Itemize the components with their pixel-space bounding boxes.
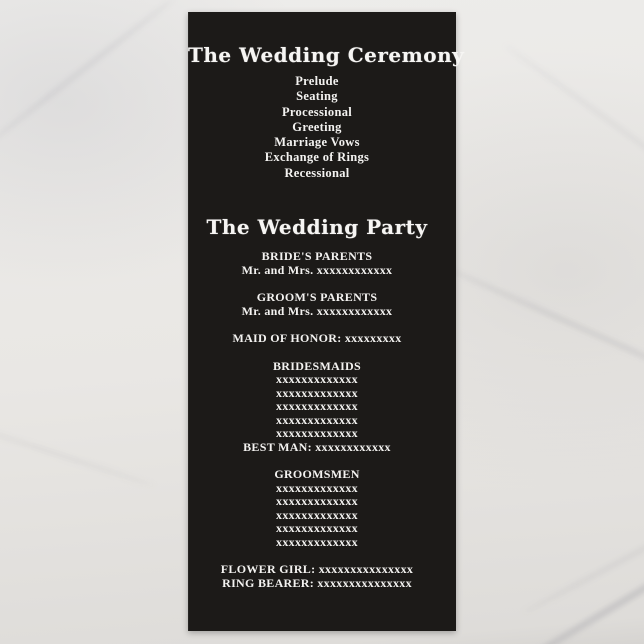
party-list-line: xxxxxxxxxxxxx [276,412,358,427]
ceremony-list-item: Processional [281,104,353,119]
marble-vein [0,420,155,488]
party-list-line: xxxxxxxxxxxxx [276,480,358,495]
party-list-line: xxxxxxxxxxxxx [276,534,358,549]
party-list-line: xxxxxxxxxxxxx [276,521,358,535]
party-list-line: BRIDESMAIDS [273,358,361,373]
party-list-line: xxxxxxxxxxxxx [276,494,358,508]
party-list-line: BRIDE'S PARENTS [261,249,373,263]
ceremony-list-item: Seating [296,89,338,104]
party-list-line: GROOMSMEN [274,467,360,481]
party-list-line: MAID OF HONOR: xxxxxxxxx [232,331,402,345]
ceremony-title: The Wedding Ceremony [188,43,465,67]
ceremony-list-item: Exchange of Rings [264,150,370,165]
party-list-line: Mr. and Mrs. xxxxxxxxxxxx [241,262,393,277]
ceremony-list [188,74,446,181]
party-list-line: xxxxxxxxxxxxx [276,426,358,440]
party-list-line: FLOWER GIRL: xxxxxxxxxxxxxxx [220,562,414,576]
party-list-line: xxxxxxxxxxxxx [276,372,358,386]
marble-vein [443,265,644,399]
party-list-line: xxxxxxxxxxxxx [276,507,358,522]
ceremony-list-item: Recessional [284,165,350,180]
party-title: The Wedding Party [206,215,428,239]
party-list-line: xxxxxxxxxxxxx [276,399,358,413]
ceremony-list-item: Prelude [295,74,339,88]
wedding-program-card [188,12,465,631]
marble-vein [504,44,644,199]
party-list-line: Mr. and Mrs. xxxxxxxxxxxx [241,303,393,318]
marble-vein [522,509,644,615]
ceremony-list-item: Greeting [292,119,342,134]
party-list-line: xxxxxxxxxxxxx [276,385,358,400]
party-list-line: BEST MAN: xxxxxxxxxxxx [243,439,391,454]
ceremony-list-item: Marriage Vows [274,135,360,150]
card-content [188,12,465,631]
marble-vein [490,523,644,644]
marble-vein [0,0,176,147]
party-list-line: GROOM'S PARENTS [256,290,378,304]
party-list [188,250,446,590]
party-list-line: RING BEARER: xxxxxxxxxxxxxxx [222,575,412,590]
